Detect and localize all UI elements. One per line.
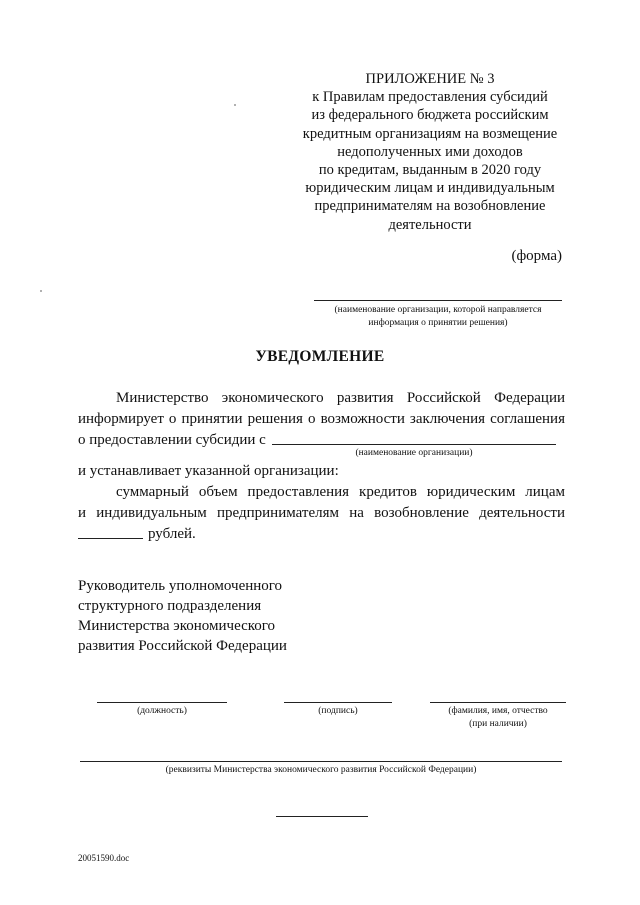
paragraph3-line2: и индивидуальным предпринимателям на возобновление деятельности: [78, 505, 565, 521]
ministry-details-line: [80, 761, 562, 762]
position-caption: (должность): [137, 706, 187, 716]
appendix-line: ПРИЛОЖЕНИЕ № 3: [365, 71, 495, 87]
appendix-line: по кредитам, выданным в 2020 году: [318, 162, 542, 179]
signatory-line: развития Российской Федерации: [78, 638, 287, 654]
signatory-line: Руководитель уполномоченного: [78, 578, 283, 594]
appendix-line: к Правилам предоставления субсидий: [312, 89, 548, 106]
appendix-line: кредитным организациям на возмещение: [302, 125, 558, 142]
paragraph1-line3: о предоставлении субсидии с: [78, 432, 266, 448]
document-title: УВЕДОМЛЕНИЕ: [255, 348, 385, 365]
paragraph2: и устанавливает указанной организации:: [78, 463, 339, 479]
paragraph1-line2: информирует о принятии решения о возможности заключения соглашения: [78, 411, 565, 427]
organization-name-line: [272, 444, 556, 445]
recipient-caption: [310, 304, 566, 329]
end-separator: [276, 816, 368, 817]
full-name-caption: [426, 705, 570, 730]
signature-caption: (подпись): [318, 706, 358, 716]
recipient-name-line: [314, 300, 562, 301]
signatory-line: структурного подразделения: [78, 598, 262, 614]
footer-document-code: 20051590.doc: [78, 853, 130, 863]
signatory-line: Министерства экономического: [78, 618, 276, 634]
signature-line: [284, 702, 392, 703]
form-label: (форма): [511, 248, 562, 264]
full-name-caption-line: (фамилия, имя, отчество: [448, 706, 548, 716]
position-line: [97, 702, 227, 703]
recipient-caption-line: (наименование организации, которой направляется: [334, 305, 542, 315]
amount-blank-line: [78, 538, 143, 539]
appendix-header: [285, 70, 575, 234]
recipient-caption-line: информация о принятии решения): [368, 317, 508, 328]
full-name-line: [430, 702, 566, 703]
appendix-line: из федерального бюджета российским: [311, 107, 549, 124]
paragraph3-line1: суммарный объем предоставления кредитов юридическим лицам: [116, 484, 565, 500]
paragraph3-line3: рублей.: [148, 526, 196, 542]
scan-speck: [234, 104, 236, 106]
paragraph1-line1: Министерство экономического развития Российской Федерации: [116, 390, 565, 406]
appendix-line: юридическим лицам и индивидуальным: [305, 180, 555, 197]
appendix-line: деятельности: [388, 216, 472, 233]
scan-speck: [40, 290, 42, 292]
appendix-line: предпринимателям на возобновление: [314, 198, 546, 215]
signatory-block: [78, 576, 287, 656]
organization-caption: (наименование организации): [355, 448, 473, 458]
appendix-line: недополученных ими доходов: [337, 143, 523, 160]
full-name-caption-line: (при наличии): [469, 718, 527, 729]
ministry-details-caption: (реквизиты Министерства экономического развития Российской Федерации): [165, 765, 477, 775]
